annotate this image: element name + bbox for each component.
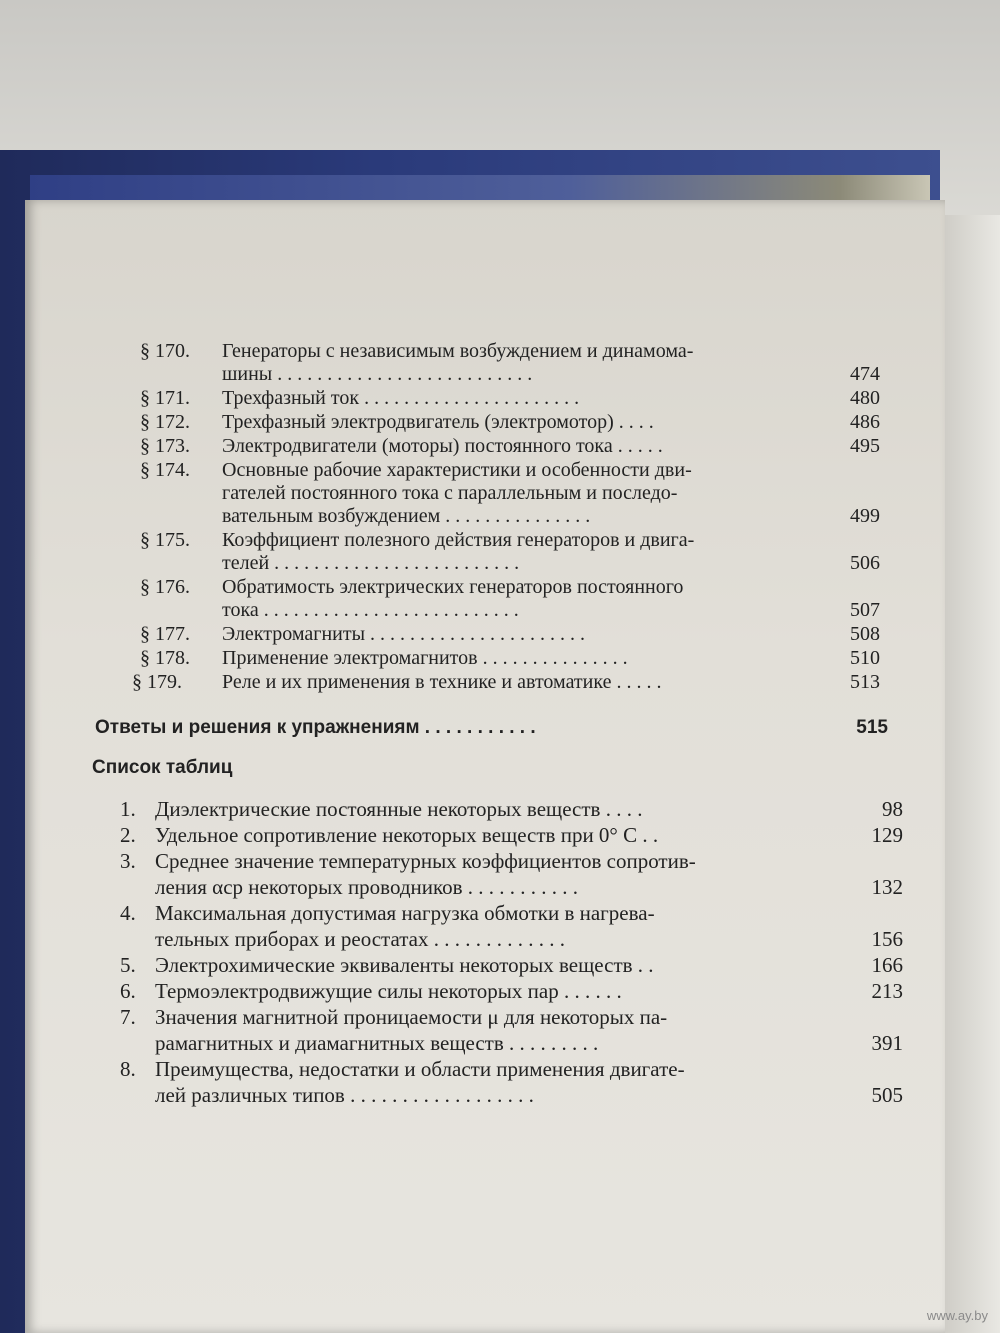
section-number: § 176. [140,576,190,598]
section-page-number: 506 [850,552,880,574]
section-title-line: Электродвигатели (моторы) постоянного тока . . . . . [222,435,663,457]
answers-page-number: 515 [856,717,888,738]
table-number: 8. [120,1057,136,1081]
section-title-line: Трехфазный электродвигатель (электромотор) . . . . [222,411,654,433]
table-number: 4. [120,901,136,925]
section-title-line: шины . . . . . . . . . . . . . . . . . . . . . . . . . . [222,363,533,385]
table-number: 6. [120,979,136,1003]
table-title-line: Электрохимические эквиваленты некоторых веществ . . [155,953,654,977]
table-page-number: 505 [871,1083,903,1107]
section-title-line: Обратимость электрических генераторов постоянного [222,576,684,598]
section-page-number: 474 [850,363,880,385]
table-page-number: 129 [871,823,903,847]
section-title-line: Основные рабочие характеристики и особенности дви- [222,459,692,481]
table-title-line: лей различных типов . . . . . . . . . . . . . . . . . . [155,1083,534,1107]
section-title-line: Генераторы с независимым возбуждением и динамома- [222,340,694,362]
table-number: 1. [120,797,136,821]
table-page-number: 166 [871,953,903,977]
section-title-line: Коэффициент полезного действия генераторов и двига- [222,529,695,551]
table-number: 7. [120,1005,136,1029]
section-page-number: 508 [850,623,880,645]
table-page-number: 156 [871,927,903,951]
table-title-line: Термоэлектродвижущие силы некоторых пар . . . . . . [155,979,622,1003]
table-page-number: 98 [882,797,903,821]
section-title-line: гателей постоянного тока с параллельным и последо- [222,482,678,504]
section-title-line: телей . . . . . . . . . . . . . . . . . . . . . . . . . [222,552,520,574]
section-page-number: 480 [850,387,880,409]
section-page-number: 499 [850,505,880,527]
section-number: § 173. [140,435,190,457]
table-title-line: Диэлектрические постоянные некоторых веществ . . . . [155,797,643,821]
section-number: § 179. [132,671,182,693]
section-number: § 170. [140,340,190,362]
answers-line: Ответы и решения к упражнениям . . . . . . . . . . . [95,717,536,738]
table-title-line: рамагнитных и диамагнитных веществ . . . . . . . . . [155,1031,599,1055]
section-number: § 174. [140,459,190,481]
table-number: 2. [120,823,136,847]
section-page-number: 495 [850,435,880,457]
table-page-number: 213 [871,979,903,1003]
section-page-number: 510 [850,647,880,669]
section-number: § 172. [140,411,190,433]
section-number: § 178. [140,647,190,669]
section-page-number: 507 [850,599,880,621]
section-page-number: 486 [850,411,880,433]
tables-heading: Список таблиц [92,757,233,778]
section-title-line: Электромагниты . . . . . . . . . . . . . . . . . . . . . . [222,623,586,645]
watermark: www.ay.by [926,1308,988,1323]
table-number: 5. [120,953,136,977]
table-number: 3. [120,849,136,873]
section-page-number: 513 [850,671,880,693]
table-title-line: Среднее значение температурных коэффициентов сопротив- [155,849,696,873]
table-title-line: Значения магнитной проницаемости μ для некоторых па- [155,1005,668,1029]
section-title-line: Применение электромагнитов . . . . . . . . . . . . . . . [222,647,628,669]
table-page-number: 132 [871,875,903,899]
table-title-line: ления αср некоторых проводников . . . . . . . . . . . [155,875,579,899]
table-title-line: Удельное сопротивление некоторых веществ при 0° С . . [155,823,659,847]
section-title-line: тока . . . . . . . . . . . . . . . . . . . . . . . . . . [222,599,519,621]
section-number: § 177. [140,623,190,645]
section-title-line: вательным возбуждением . . . . . . . . . . . . . . . [222,505,591,527]
table-title-line: Максимальная допустимая нагрузка обмотки в нагрева- [155,901,655,925]
table-title-line: тельных приборах и реостатах . . . . . . . . . . . . . [155,927,566,951]
table-page-number: 391 [871,1031,903,1055]
section-number: § 171. [140,387,190,409]
table-title-line: Преимущества, недостатки и области применения двигате- [155,1057,685,1081]
section-title-line: Трехфазный ток . . . . . . . . . . . . . . . . . . . . . . [222,387,580,409]
section-number: § 175. [140,529,190,551]
section-title-line: Реле и их применения в технике и автоматике . . . . . [222,671,662,693]
